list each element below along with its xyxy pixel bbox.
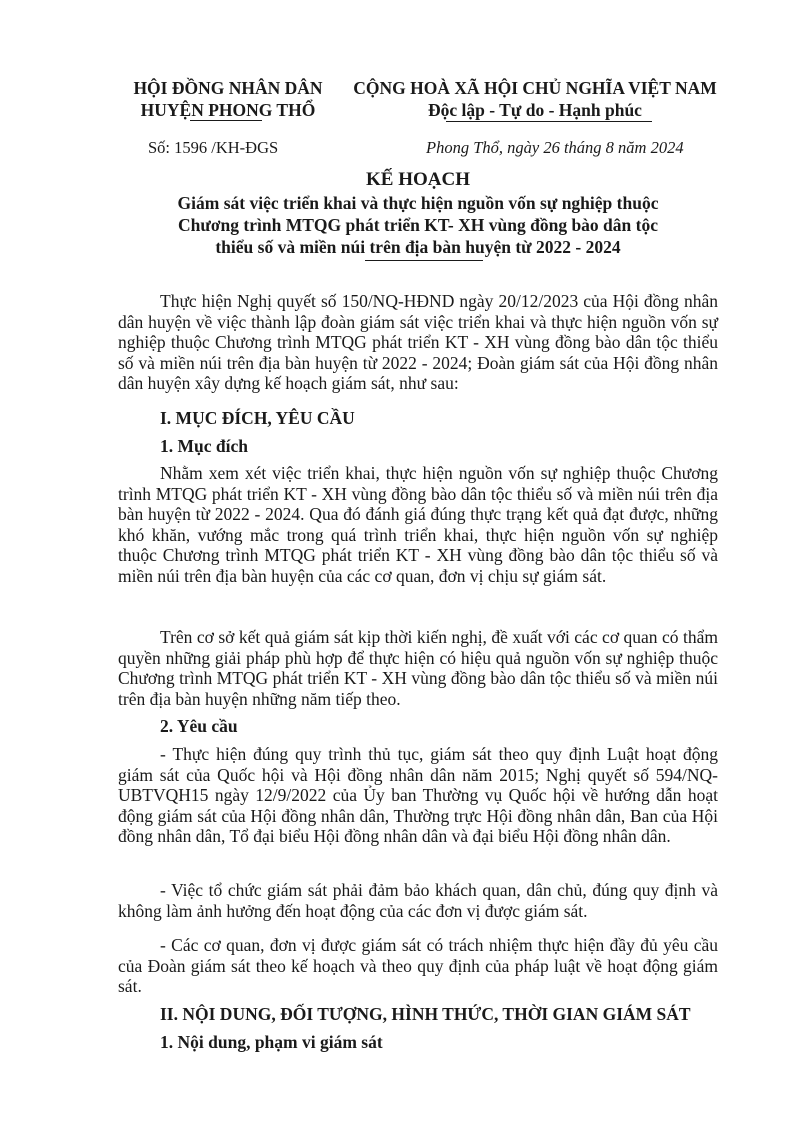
subtitle-line-1: Giám sát việc triển khai và thực hiện nguồn vốn sự nghiệp thuộc	[177, 193, 659, 213]
doc-subtitle	[118, 192, 718, 258]
requirement-paragraph-3: - Các cơ quan, đơn vị được giám sát có trách nhiệm thực hiện đầy đủ yêu cầu của Đoàn giám sát theo kế hoạch và theo quy định của pháp luật về hoạt động giám sát.	[118, 935, 718, 997]
requirement-paragraph-2: - Việc tổ chức giám sát phải đảm bảo khách quan, dân chủ, đúng quy định và không làm ảnh hưởng đến hoạt động của các đơn vị được giám sát.	[118, 880, 718, 921]
section-2-heading: II. NỘI DUNG, ĐỐI TƯỢNG, HÌNH THỨC, THỜI GIAN GIÁM SÁT	[160, 1004, 691, 1024]
purpose-paragraph-2: Trên cơ sở kết quả giám sát kịp thời kiến nghị, đề xuất với các cơ quan có thẩm quyền những giải pháp phù hợp để thực hiện có hiệu quả nguồn vốn sự nghiệp thuộc Chương trình MTQG phát triển KT - XH vùng đồng bào dân tộc thiểu số và miền núi trên địa bàn huyện những năm tiếp theo.	[118, 627, 718, 709]
subsection-3-heading: 1. Nội dung, phạm vi giám sát	[160, 1032, 383, 1052]
org-name	[118, 78, 338, 121]
subsection-1-heading: 1. Mục đích	[160, 436, 248, 456]
nation-line-2: Độc lập - Tự do - Hạnh phúc	[428, 100, 642, 120]
org-line-1: HỘI ĐỒNG NHÂN DÂN	[133, 78, 323, 98]
requirement-paragraph-1: - Thực hiện đúng quy trình thủ tục, giám sát theo quy định Luật hoạt động giám sát của Quốc hội và Hội đồng nhân dân năm 2015; Nghị quyết số 594/NQ-UBTVQH15 ngày 12/9/2022 của Ủy ban Thường vụ Quốc hội về hướng dẫn hoạt động giám sát của Hội đồng nhân dân, Thường trực Hội đồng nhân dân, Ban của Hội đồng nhân dân, Tổ đại biểu Hội đồng nhân dân và đại biểu Hội đồng nhân dân.	[118, 744, 718, 847]
doc-title: KẾ HOẠCH	[366, 169, 470, 190]
section-1-heading: I. MỤC ĐÍCH, YÊU CẦU	[160, 408, 355, 428]
subtitle-line-2: Chương trình MTQG phát triển KT- XH vùng đồng bào dân tộc	[178, 215, 658, 235]
subsection-2-heading: 2. Yêu cầu	[160, 716, 238, 736]
subtitle-line-3: thiểu số và miền núi trên địa bàn huyện từ 2022 - 2024	[215, 237, 621, 257]
nation-line-1: CỘNG HOÀ XÃ HỘI CHỦ NGHĨA VIỆT NAM	[353, 78, 717, 98]
place-date: Phong Thổ, ngày 26 tháng 8 năm 2024	[426, 138, 684, 157]
doc-number: Số: 1596 /KH-ĐGS	[148, 138, 279, 157]
title-underline	[365, 260, 483, 261]
motto-underline	[446, 121, 652, 122]
org-underline	[190, 120, 262, 121]
nation-motto	[340, 78, 730, 121]
org-line-2: HUYỆN PHONG THỔ	[140, 100, 316, 120]
intro-paragraph: Thực hiện Nghị quyết số 150/NQ-HĐND ngày 20/12/2023 của Hội đồng nhân dân huyện về việc thành lập đoàn giám sát việc triển khai và thực hiện nguồn vốn sự nghiệp thuộc Chương trình MTQG phát triển KT - XH vùng đồng bào dân tộc thiểu số và miền núi trên địa bàn huyện từ 2022 - 2024; Đoàn giám sát của Hội đồng nhân dân huyện xây dựng kế hoạch giám sát, như sau:	[118, 291, 718, 394]
purpose-paragraph-1: Nhằm xem xét việc triển khai, thực hiện nguồn vốn sự nghiệp thuộc Chương trình MTQG phát triển KT - XH vùng đồng bào dân tộc thiểu số và miền núi trên địa bàn huyện từ 2022 - 2024. Qua đó đánh giá đúng thực trạng kết quả đạt được, những khó khăn, vướng mắc trong quá trình triển khai, thực hiện nguồn vốn sự nghiệp thuộc Chương trình MTQG phát triển KT - XH vùng đồng bào dân tộc thiểu số và miền núi trên địa bàn huyện của các cơ quan, đơn vị chịu sự giám sát.	[118, 463, 718, 586]
